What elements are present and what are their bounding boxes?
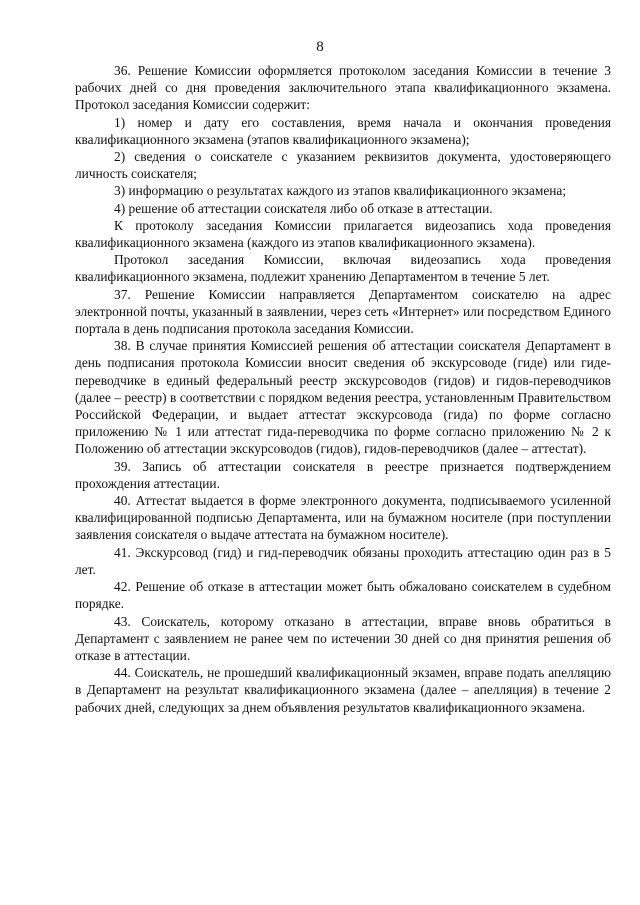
- paragraph-44: 44. Соискатель, не прошедший квалификационный экзамен, вправе подать апелляцию в Департамент на результат квалификационного экзамена (далее – апелляция) в течение 2 рабочих дней, следующих за днем объявления результатов квалификационного экзамена.: [75, 665, 611, 715]
- paragraph-38: 38. В случае принятия Комиссией решения об аттестации соискателя Департамент в день подписания протокола Комиссии вносит сведения об экскурсоводе (гиде) или гиде-переводчике в единый федеральный реестр экскурсоводов (гидов) и гидов-переводчиков (далее – реестр) в соответствии с порядком ведения реестра, установленным Правительством Российской Федерации, и выдает аттестат экскурсовода (гида) по форме согласно приложению № 1 или аттестат гида-переводчика по форме согласно приложению № 2 к Положению об аттестации экскурсоводов (гидов), гидов-переводчиков (далее – аттестат).: [75, 338, 611, 457]
- paragraph-43: 43. Соискатель, которому отказано в аттестации, вправе вновь обратиться в Департамент с заявлением не ранее чем по истечении 30 дней со дня принятия решения об отказе в аттестации.: [75, 613, 611, 663]
- document-body: [75, 62, 611, 716]
- paragraph-36-item-2: 2) сведения о соискателе с указанием реквизитов документа, удостоверяющего личность соискателя;: [75, 149, 611, 182]
- paragraph-40: 40. Аттестат выдается в форме электронного документа, подписываемого усиленной квалифицированной подписью Департамента, или на бумажном носителе (при поступлении заявления соискателя о выдаче аттестата на бумажном носителе).: [75, 493, 611, 543]
- paragraph-37: 37. Решение Комиссии направляется Департаментом соискателю на адрес электронной почты, указанный в заявлении, через сеть «Интернет» или посредством Единого портала в день подписания протокола заседания Комиссии.: [75, 286, 611, 337]
- paragraph-video-attachment: К протоколу заседания Комиссии прилагается видеозапись хода проведения квалификационного экзамена (каждого из этапов квалификационного экзамена).: [75, 217, 611, 251]
- paragraph-39: 39. Запись об аттестации соискателя в реестре признается подтверждением прохождения аттестации.: [75, 458, 611, 491]
- page-number: 8: [316, 39, 324, 55]
- paragraph-36-item-4: 4) решение об аттестации соискателя либо об отказе в аттестации.: [114, 200, 493, 216]
- paragraph-36-item-1: 1) номер и дату его составления, время начала и окончания проведения квалификационного экзамена (этапов квалификационного экзамена);: [75, 114, 611, 147]
- paragraph-protocol-storage: Протокол заседания Комиссии, включая видеозапись хода проведения квалификационного экзамена, подлежит хранению Департаментом в течение 5 лет.: [75, 252, 611, 285]
- paragraph-42: 42. Решение об отказе в аттестации может быть обжаловано соискателем в судебном порядке.: [75, 579, 611, 612]
- paragraph-36-item-3: 3) информацию о результатах каждого из этапов квалификационного экзамена;: [114, 183, 567, 199]
- paragraph-41: 41. Экскурсовод (гид) и гид-переводчик обязаны проходить аттестацию один раз в 5 лет.: [75, 544, 611, 577]
- paragraph-36: 36. Решение Комиссии оформляется протоколом заседания Комиссии в течение 3 рабочих дней со дня проведения заключительного этапа квалификационного экзамена. Протокол заседания Комиссии содержит:: [75, 63, 611, 113]
